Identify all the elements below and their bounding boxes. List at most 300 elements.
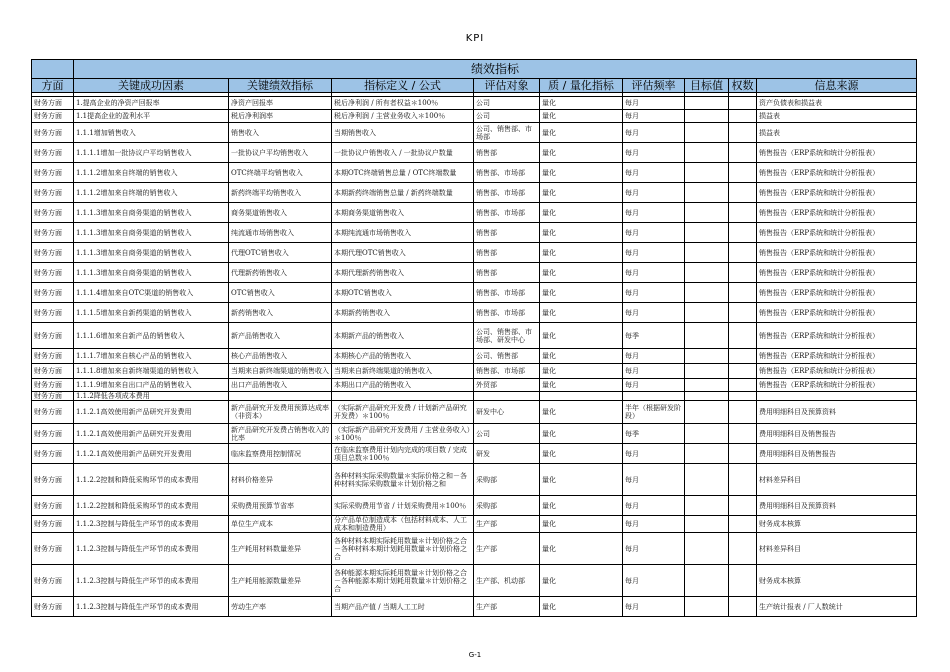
kpi-name-cell: 出口产品销售收入 <box>229 379 332 392</box>
success-factor-cell: 1.1.1.4增加来自OTC渠道的销售收入 <box>74 283 229 303</box>
success-factor-cell: 1.1.1.2增加来自终端的销售收入 <box>74 163 229 183</box>
formula-cell: （实际新产品研究开发费 / 计划新产品研究开发费）＊100％ <box>332 401 474 424</box>
formula-cell: 各种能源本期实际耗用数量＊计划价格之合－各种能源本期计划耗用数量＊计划价格之合 <box>332 565 474 597</box>
table-row <box>32 143 917 163</box>
weight-cell <box>729 263 757 283</box>
metric-type-cell: 量化 <box>540 597 623 617</box>
column-header: 关键绩效指标 <box>229 79 332 93</box>
metric-type-cell: 量化 <box>540 143 623 163</box>
table-row <box>32 163 917 183</box>
table-row <box>32 597 917 617</box>
success-factor-cell: 1.1.1.9增加来自出口产品的销售收入 <box>74 379 229 392</box>
aspect-cell: 财务方面 <box>32 123 74 143</box>
weight-cell <box>729 110 757 123</box>
frequency-cell: 每月 <box>623 203 685 223</box>
frequency-cell: 每月 <box>623 163 685 183</box>
table-row <box>32 263 917 283</box>
frequency-cell: 每月 <box>623 349 685 364</box>
kpi-name-cell <box>229 392 332 401</box>
kpi-name-cell: OTC销售收入 <box>229 283 332 303</box>
metric-type-cell: 量化 <box>540 565 623 597</box>
aspect-cell: 财务方面 <box>32 263 74 283</box>
target-unit-cell: 公司 <box>474 97 540 110</box>
source-cell: 销售报告（ERP系统和统计分析报表） <box>757 283 917 303</box>
source-cell: 材料差异科目 <box>757 464 917 496</box>
source-cell: 销售报告（ERP系统和统计分析报表） <box>757 303 917 323</box>
table-row <box>32 110 917 123</box>
frequency-cell: 每月 <box>623 444 685 464</box>
target-unit-cell: 公司、销售部、市场部 <box>474 123 540 143</box>
target-value-cell <box>685 123 729 143</box>
target-unit-cell: 公司、销售部 <box>474 349 540 364</box>
frequency-cell: 每月 <box>623 183 685 203</box>
source-cell <box>757 392 917 401</box>
weight-cell <box>729 516 757 533</box>
success-factor-cell: 1.1.2.2控制和降低采购环节的成本费用 <box>74 464 229 496</box>
table-row <box>32 203 917 223</box>
metric-type-cell: 量化 <box>540 533 623 565</box>
target-value-cell <box>685 401 729 424</box>
kpi-table <box>31 59 917 617</box>
metric-type-cell: 量化 <box>540 283 623 303</box>
table-header-row <box>32 79 917 93</box>
target-value-cell <box>685 364 729 379</box>
source-cell: 费用明细科目及预算资料 <box>757 401 917 424</box>
table-row <box>32 123 917 143</box>
frequency-cell: 每月 <box>623 496 685 516</box>
table-banner-title: 绩效指标 <box>74 60 917 79</box>
table-banner <box>32 60 74 79</box>
kpi-name-cell: 新药销售收入 <box>229 303 332 323</box>
frequency-cell: 每月 <box>623 243 685 263</box>
column-header: 目标值 <box>685 79 729 93</box>
source-cell: 损益表 <box>757 110 917 123</box>
success-factor-cell: 1.1.2.1高效使用新产品研究开发费用 <box>74 424 229 444</box>
metric-type-cell: 量化 <box>540 110 623 123</box>
weight-cell <box>729 283 757 303</box>
weight-cell <box>729 597 757 617</box>
formula-cell: 当期销售收入 <box>332 123 474 143</box>
source-cell: 销售报告（ERP系统和统计分析报表） <box>757 223 917 243</box>
formula-cell: 一批协议户销售收入 / 一批协议户数量 <box>332 143 474 163</box>
success-factor-cell: 1.1.1.8增加来自新终端渠道的销售收入 <box>74 364 229 379</box>
weight-cell <box>729 533 757 565</box>
success-factor-cell: 1.1.1增加销售收入 <box>74 123 229 143</box>
formula-cell: 本期OTC销售收入 <box>332 283 474 303</box>
column-header: 方面 <box>32 79 74 93</box>
weight-cell <box>729 496 757 516</box>
kpi-name-cell: 采购费用预算节省率 <box>229 496 332 516</box>
aspect-cell: 财务方面 <box>32 533 74 565</box>
target-unit-cell: 公司 <box>474 424 540 444</box>
kpi-name-cell: 单位生产成本 <box>229 516 332 533</box>
kpi-name-cell: 新产品销售收入 <box>229 323 332 349</box>
success-factor-cell: 1.1.2.3控制与降低生产环节的成本费用 <box>74 516 229 533</box>
target-unit-cell: 公司、销售部、市场部、研发中心 <box>474 323 540 349</box>
aspect-cell: 财务方面 <box>32 597 74 617</box>
kpi-name-cell: 纯流通市场销售收入 <box>229 223 332 243</box>
target-value-cell <box>685 496 729 516</box>
kpi-name-cell: 材料价格差异 <box>229 464 332 496</box>
success-factor-cell: 1.1.1.5增加来自新药渠道的销售收入 <box>74 303 229 323</box>
kpi-name-cell: 新产品研究开发费用预算达成率（非资本） <box>229 401 332 424</box>
success-factor-cell: 1.1.1.7增加来自核心产品的销售收入 <box>74 349 229 364</box>
aspect-cell: 财务方面 <box>32 283 74 303</box>
metric-type-cell: 量化 <box>540 401 623 424</box>
formula-cell: 本期新药终端销售总量 / 新药终端数量 <box>332 183 474 203</box>
formula-cell: 税后净利润 / 主营业务收入＊100％ <box>332 110 474 123</box>
formula-cell: 当期来自新终端渠道的销售收入 <box>332 364 474 379</box>
aspect-cell: 财务方面 <box>32 464 74 496</box>
source-cell: 销售报告（ERP系统和统计分析报表） <box>757 203 917 223</box>
kpi-name-cell: 代理新药销售收入 <box>229 263 332 283</box>
source-cell: 销售报告（ERP系统和统计分析报表） <box>757 323 917 349</box>
target-value-cell <box>685 392 729 401</box>
formula-cell: 本期纯流通市场销售收入 <box>332 223 474 243</box>
source-cell: 损益表 <box>757 123 917 143</box>
frequency-cell: 每月 <box>623 263 685 283</box>
aspect-cell: 财务方面 <box>32 110 74 123</box>
weight-cell <box>729 323 757 349</box>
weight-cell <box>729 444 757 464</box>
kpi-name-cell: 销售收入 <box>229 123 332 143</box>
frequency-cell <box>623 392 685 401</box>
aspect-cell: 财务方面 <box>32 496 74 516</box>
metric-type-cell: 量化 <box>540 444 623 464</box>
formula-cell: 本期核心产品的销售收入 <box>332 349 474 364</box>
formula-cell: 本期新产品的销售收入 <box>332 323 474 349</box>
page-number: G-1 <box>468 651 482 659</box>
metric-type-cell: 量化 <box>540 263 623 283</box>
table-row <box>32 424 917 444</box>
table-row <box>32 97 917 110</box>
column-header: 关键成功因素 <box>74 79 229 93</box>
table-row <box>32 243 917 263</box>
frequency-cell: 每月 <box>623 379 685 392</box>
kpi-name-cell: 一批协议户平均销售收入 <box>229 143 332 163</box>
kpi-name-cell: 生产耗用材料数量差异 <box>229 533 332 565</box>
formula-cell: （实际新产品研究开发费用 / 主营业务收入）＊100％ <box>332 424 474 444</box>
source-cell: 资产负债表和损益表 <box>757 97 917 110</box>
kpi-name-cell: 税后净利润率 <box>229 110 332 123</box>
success-factor-cell: 1.1.1.3增加来自商务渠道的销售收入 <box>74 243 229 263</box>
source-cell: 销售报告（ERP系统和统计分析报表） <box>757 183 917 203</box>
weight-cell <box>729 183 757 203</box>
source-cell: 财务成本核算 <box>757 565 917 597</box>
target-value-cell <box>685 283 729 303</box>
table-banner-row <box>32 60 917 79</box>
target-value-cell <box>685 516 729 533</box>
weight-cell <box>729 163 757 183</box>
weight-cell <box>729 303 757 323</box>
success-factor-cell: 1.1.2.3控制与降低生产环节的成本费用 <box>74 597 229 617</box>
metric-type-cell <box>540 392 623 401</box>
success-factor-cell: 1.提高企业的净资产回报率 <box>74 97 229 110</box>
weight-cell <box>729 392 757 401</box>
metric-type-cell: 量化 <box>540 203 623 223</box>
aspect-cell: 财务方面 <box>32 203 74 223</box>
frequency-cell: 每月 <box>623 565 685 597</box>
formula-cell: 本期OTC终端销售总量 / OTC终端数量 <box>332 163 474 183</box>
frequency-cell: 每月 <box>623 464 685 496</box>
target-unit-cell: 研发中心 <box>474 401 540 424</box>
frequency-cell: 每月 <box>623 123 685 143</box>
frequency-cell: 每月 <box>623 97 685 110</box>
aspect-cell: 财务方面 <box>32 223 74 243</box>
target-unit-cell: 外贸部 <box>474 379 540 392</box>
success-factor-cell: 1.1提高企业的盈利水平 <box>74 110 229 123</box>
formula-cell: 本期新药销售收入 <box>332 303 474 323</box>
target-value-cell <box>685 444 729 464</box>
target-unit-cell: 销售部、市场部 <box>474 283 540 303</box>
target-value-cell <box>685 243 729 263</box>
metric-type-cell: 量化 <box>540 323 623 349</box>
target-value-cell <box>685 163 729 183</box>
success-factor-cell: 1.1.2.1高效使用新产品研究开发费用 <box>74 444 229 464</box>
frequency-cell: 每月 <box>623 143 685 163</box>
metric-type-cell: 量化 <box>540 516 623 533</box>
frequency-cell: 每月 <box>623 303 685 323</box>
weight-cell <box>729 223 757 243</box>
table-row <box>32 464 917 496</box>
target-value-cell <box>685 303 729 323</box>
success-factor-cell: 1.1.1.2增加来自终端的销售收入 <box>74 183 229 203</box>
target-unit-cell: 生产部 <box>474 597 540 617</box>
metric-type-cell: 量化 <box>540 97 623 110</box>
metric-type-cell: 量化 <box>540 223 623 243</box>
source-cell: 销售报告（ERP系统和统计分析报表） <box>757 349 917 364</box>
aspect-cell: 财务方面 <box>32 163 74 183</box>
table-body <box>32 97 917 617</box>
frequency-cell: 每月 <box>623 516 685 533</box>
success-factor-cell: 1.1.1.1增加一批协议户平均销售收入 <box>74 143 229 163</box>
frequency-cell: 每季 <box>623 323 685 349</box>
target-value-cell <box>685 263 729 283</box>
formula-cell: 本期商务渠道销售收入 <box>332 203 474 223</box>
source-cell: 销售报告（ERP系统和统计分析报表） <box>757 364 917 379</box>
target-value-cell <box>685 323 729 349</box>
success-factor-cell: 1.1.2.3控制与降低生产环节的成本费用 <box>74 533 229 565</box>
weight-cell <box>729 364 757 379</box>
frequency-cell: 每月 <box>623 283 685 303</box>
target-unit-cell: 销售部 <box>474 263 540 283</box>
metric-type-cell: 量化 <box>540 243 623 263</box>
success-factor-cell: 1.1.2降低各项成本费用 <box>74 392 229 401</box>
formula-cell: 本期代理OTC销售收入 <box>332 243 474 263</box>
aspect-cell: 财务方面 <box>32 364 74 379</box>
source-cell: 费用明细科目及预算资料 <box>757 496 917 516</box>
column-header: 质 / 量化指标 <box>540 79 623 93</box>
target-unit-cell: 销售部、市场部 <box>474 183 540 203</box>
aspect-cell: 财务方面 <box>32 349 74 364</box>
table-row <box>32 303 917 323</box>
target-unit-cell: 销售部、市场部 <box>474 364 540 379</box>
aspect-cell: 财务方面 <box>32 303 74 323</box>
frequency-cell: 每月 <box>623 533 685 565</box>
target-value-cell <box>685 97 729 110</box>
metric-type-cell: 量化 <box>540 183 623 203</box>
formula-cell: 在临床监察费用计划内完成的项目数 / 完成项目总数＊100％ <box>332 444 474 464</box>
table-row <box>32 516 917 533</box>
formula-cell: 本期代理新药销售收入 <box>332 263 474 283</box>
formula-cell: 各种材料本期实际耗用数量＊计划价格之合－各种材料本期计划耗用数量＊计划价格之合 <box>332 533 474 565</box>
kpi-name-cell: OTC终端平均销售收入 <box>229 163 332 183</box>
metric-type-cell: 量化 <box>540 163 623 183</box>
target-unit-cell: 销售部 <box>474 143 540 163</box>
source-cell: 销售报告（ERP系统和统计分析报表） <box>757 243 917 263</box>
source-cell: 费用明细科目及销售报告 <box>757 424 917 444</box>
metric-type-cell: 量化 <box>540 464 623 496</box>
success-factor-cell: 1.1.1.3增加来自商务渠道的销售收入 <box>74 203 229 223</box>
kpi-name-cell: 代理OTC销售收入 <box>229 243 332 263</box>
metric-type-cell: 量化 <box>540 349 623 364</box>
target-unit-cell: 生产部 <box>474 533 540 565</box>
aspect-cell: 财务方面 <box>32 392 74 401</box>
success-factor-cell: 1.1.2.3控制与降低生产环节的成本费用 <box>74 565 229 597</box>
aspect-cell: 财务方面 <box>32 143 74 163</box>
weight-cell <box>729 143 757 163</box>
target-unit-cell: 生产部 <box>474 516 540 533</box>
aspect-cell: 财务方面 <box>32 183 74 203</box>
table-row <box>32 379 917 392</box>
aspect-cell: 财务方面 <box>32 379 74 392</box>
target-unit-cell: 采购部 <box>474 464 540 496</box>
source-cell: 销售报告（ERP系统和统计分析报表） <box>757 263 917 283</box>
kpi-name-cell: 核心产品销售收入 <box>229 349 332 364</box>
formula-cell: 当期产品产值 / 当期人工工时 <box>332 597 474 617</box>
table-row <box>32 364 917 379</box>
aspect-cell: 财务方面 <box>32 401 74 424</box>
metric-type-cell: 量化 <box>540 123 623 143</box>
table-row <box>32 349 917 364</box>
kpi-name-cell: 新药终端平均销售收入 <box>229 183 332 203</box>
aspect-cell: 财务方面 <box>32 424 74 444</box>
frequency-cell: 每季 <box>623 424 685 444</box>
success-factor-cell: 1.1.1.6增加来自新产品的销售收入 <box>74 323 229 349</box>
table-row <box>32 444 917 464</box>
target-value-cell <box>685 203 729 223</box>
source-cell: 费用明细科目及销售报告 <box>757 444 917 464</box>
table-row <box>32 183 917 203</box>
target-value-cell <box>685 424 729 444</box>
source-cell: 财务成本核算 <box>757 516 917 533</box>
frequency-cell: 每月 <box>623 223 685 243</box>
table-row <box>32 533 917 565</box>
source-cell: 销售报告（ERP系统和统计分析报表） <box>757 163 917 183</box>
table-row <box>32 565 917 597</box>
success-factor-cell: 1.1.1.3增加来自商务渠道的销售收入 <box>74 263 229 283</box>
frequency-cell: 每月 <box>623 110 685 123</box>
frequency-cell: 每月 <box>623 364 685 379</box>
frequency-cell: 每月 <box>623 597 685 617</box>
table-row <box>32 283 917 303</box>
aspect-cell: 财务方面 <box>32 565 74 597</box>
formula-cell: 分产品单位制造成本（包括材料成本、人工成本和制造费用） <box>332 516 474 533</box>
column-header: 权数 <box>729 79 757 93</box>
weight-cell <box>729 565 757 597</box>
formula-cell: 各种材料实际采购数量＊实际价格之和－各种材料实际采购数量＊计划价格之和 <box>332 464 474 496</box>
frequency-cell: 半年（根据研发阶段） <box>623 401 685 424</box>
weight-cell <box>729 97 757 110</box>
aspect-cell: 财务方面 <box>32 97 74 110</box>
kpi-name-cell: 临床监察费用控制情况 <box>229 444 332 464</box>
column-header: 评估对象 <box>474 79 540 93</box>
source-cell: 销售报告（ERP系统和统计分析报表） <box>757 143 917 163</box>
formula-cell: 税后净利润 / 所有者权益＊100％ <box>332 97 474 110</box>
formula-cell <box>332 392 474 401</box>
table-row <box>32 401 917 424</box>
source-cell: 材料差异科目 <box>757 533 917 565</box>
metric-type-cell: 量化 <box>540 424 623 444</box>
table-row <box>32 323 917 349</box>
weight-cell <box>729 123 757 143</box>
table-row <box>32 392 917 401</box>
target-unit-cell: 销售部、市场部 <box>474 163 540 183</box>
weight-cell <box>729 349 757 364</box>
weight-cell <box>729 464 757 496</box>
target-unit-cell: 销售部、市场部 <box>474 303 540 323</box>
target-unit-cell: 生产部、机动部 <box>474 565 540 597</box>
target-unit-cell: 销售部、市场部 <box>474 203 540 223</box>
kpi-name-cell: 劳动生产率 <box>229 597 332 617</box>
success-factor-cell: 1.1.1.3增加来自商务渠道的销售收入 <box>74 223 229 243</box>
weight-cell <box>729 243 757 263</box>
weight-cell <box>729 401 757 424</box>
target-value-cell <box>685 565 729 597</box>
weight-cell <box>729 203 757 223</box>
metric-type-cell: 量化 <box>540 364 623 379</box>
weight-cell <box>729 379 757 392</box>
kpi-name-cell: 商务渠道销售收入 <box>229 203 332 223</box>
document-title: KPI <box>465 33 485 44</box>
target-value-cell <box>685 464 729 496</box>
source-cell: 销售报告（ERP系统和统计分析报表） <box>757 379 917 392</box>
kpi-name-cell: 当期来自新终端渠道的销售收入 <box>229 364 332 379</box>
target-value-cell <box>685 110 729 123</box>
target-unit-cell: 公司 <box>474 110 540 123</box>
kpi-name-cell: 新产品研究开发费占销售收入的比率 <box>229 424 332 444</box>
target-unit-cell: 研发 <box>474 444 540 464</box>
target-value-cell <box>685 349 729 364</box>
metric-type-cell: 量化 <box>540 496 623 516</box>
formula-cell: 本期出口产品的销售收入 <box>332 379 474 392</box>
metric-type-cell: 量化 <box>540 379 623 392</box>
aspect-cell: 财务方面 <box>32 323 74 349</box>
target-value-cell <box>685 223 729 243</box>
source-cell: 生产统计报表 / 厂人数统计 <box>757 597 917 617</box>
success-factor-cell: 1.1.2.2控制和降低采购环节的成本费用 <box>74 496 229 516</box>
target-unit-cell <box>474 392 540 401</box>
target-value-cell <box>685 143 729 163</box>
target-unit-cell: 采购部 <box>474 496 540 516</box>
table-row <box>32 496 917 516</box>
aspect-cell: 财务方面 <box>32 516 74 533</box>
kpi-name-cell: 净资产回报率 <box>229 97 332 110</box>
column-header: 信息来源 <box>757 79 917 93</box>
table-row <box>32 223 917 243</box>
column-header: 评估频率 <box>623 79 685 93</box>
aspect-cell: 财务方面 <box>32 243 74 263</box>
column-header: 指标定义 / 公式 <box>332 79 474 93</box>
metric-type-cell: 量化 <box>540 303 623 323</box>
target-value-cell <box>685 533 729 565</box>
target-value-cell <box>685 183 729 203</box>
formula-cell: 实际采购费用节省 / 计划采购费用＊100％ <box>332 496 474 516</box>
success-factor-cell: 1.1.2.1高效使用新产品研究开发费用 <box>74 401 229 424</box>
aspect-cell: 财务方面 <box>32 444 74 464</box>
target-value-cell <box>685 597 729 617</box>
weight-cell <box>729 424 757 444</box>
